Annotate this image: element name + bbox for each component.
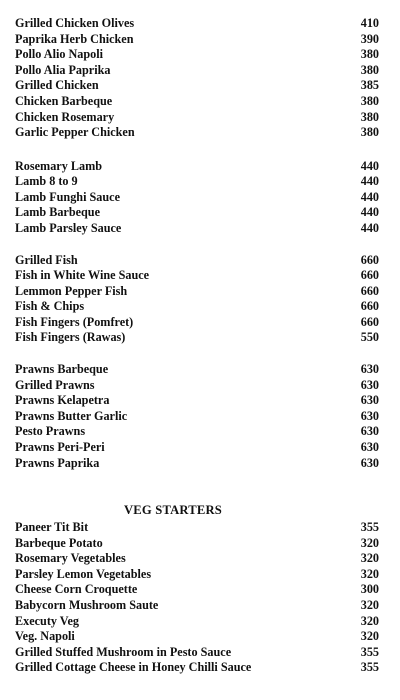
menu-item-name: Chicken Rosemary xyxy=(15,109,115,124)
menu-item-row xyxy=(0,205,400,221)
menu-item-row xyxy=(0,551,400,567)
menu-item-row xyxy=(0,174,400,190)
fish-section xyxy=(0,253,400,347)
menu-item-row xyxy=(0,253,400,269)
menu-item-price: 320 xyxy=(360,551,379,566)
menu-item-name: Rosemary Lamb xyxy=(15,158,102,173)
menu-item-name: Grilled Stuffed Mushroom in Pesto Sauce xyxy=(15,644,232,659)
menu-item-name: Chicken Barbeque xyxy=(15,93,113,108)
menu-item-row xyxy=(0,393,400,409)
menu-item-price: 390 xyxy=(360,31,379,46)
menu-item-price: 320 xyxy=(360,597,379,612)
menu-item-price: 440 xyxy=(360,158,379,173)
veg-starters-heading: VEG STARTERS xyxy=(124,503,222,517)
menu-item-name: Pollo Alia Paprika xyxy=(15,62,111,77)
menu-item-row xyxy=(0,645,400,661)
menu-item-row xyxy=(0,567,400,583)
menu-item-price: 320 xyxy=(360,566,379,581)
menu-item-row xyxy=(0,660,400,676)
menu-item-row xyxy=(0,409,400,425)
menu-item-name: Fish in White Wine Sauce xyxy=(15,268,150,283)
menu-item-row xyxy=(0,520,400,536)
menu-item-row xyxy=(0,440,400,456)
menu-item-price: 380 xyxy=(360,93,379,108)
menu-item-price: 440 xyxy=(360,220,379,235)
menu-item-name: Fish Fingers (Pomfret) xyxy=(15,314,134,329)
menu-item-name: Prawns Peri-Peri xyxy=(15,439,105,454)
menu-item-price: 660 xyxy=(360,283,379,298)
menu-item-name: Prawns Paprika xyxy=(15,455,100,470)
menu-item-name: Lamb Barbeque xyxy=(15,205,100,220)
menu-item-price: 355 xyxy=(360,644,379,659)
menu-item-name: Lamb Funghi Sauce xyxy=(15,189,120,204)
menu-item-row xyxy=(0,614,400,630)
menu-item-name: Pesto Prawns xyxy=(15,424,86,439)
menu-item-price: 630 xyxy=(360,408,379,423)
prawns-section xyxy=(0,362,400,471)
menu-item-name: Executy Veg xyxy=(15,613,79,628)
menu-item-name: Grilled Cottage Cheese in Honey Chilli Sauce xyxy=(15,660,252,675)
lamb-section xyxy=(0,159,400,237)
menu-item-row xyxy=(0,221,400,237)
menu-item-row xyxy=(0,456,400,472)
menu-item-name: Fish Fingers (Rawas) xyxy=(15,330,126,345)
menu-item-row xyxy=(0,78,400,94)
menu-item-name: Pollo Alio Napoli xyxy=(15,47,104,62)
menu-item-row xyxy=(0,330,400,346)
menu-item-price: 380 xyxy=(360,62,379,77)
menu-item-price: 440 xyxy=(360,205,379,220)
menu-item-row xyxy=(0,125,400,141)
menu-item-price: 380 xyxy=(360,109,379,124)
menu-item-name: Paneer Tit Bit xyxy=(15,520,89,534)
menu-item-name: Grilled Fish xyxy=(15,252,78,267)
menu-item-price: 660 xyxy=(360,268,379,283)
menu-item-name: Lamb 8 to 9 xyxy=(15,174,78,189)
menu-item-row xyxy=(0,598,400,614)
menu-item-row xyxy=(0,159,400,175)
menu-item-name: Lemmon Pepper Fish xyxy=(15,283,128,298)
menu-item-price: 355 xyxy=(360,520,379,534)
menu-item-price: 440 xyxy=(360,189,379,204)
menu-item-row xyxy=(0,110,400,126)
menu-item-row xyxy=(0,582,400,598)
menu-item-price: 660 xyxy=(360,299,379,314)
menu-item-name: Babycorn Mushroom Saute xyxy=(15,597,159,612)
menu-item-row xyxy=(0,424,400,440)
chicken-section xyxy=(0,16,400,141)
menu-item-price: 630 xyxy=(360,362,379,376)
menu-item-price: 660 xyxy=(360,252,379,267)
menu-item-row xyxy=(0,47,400,63)
menu-item-price: 630 xyxy=(360,377,379,392)
menu-item-name: Lamb Parsley Sauce xyxy=(15,220,122,235)
menu-item-price: 380 xyxy=(360,125,379,140)
menu-item-name: Barbeque Potato xyxy=(15,535,103,550)
menu-item-price: 300 xyxy=(360,582,379,597)
menu-item-price: 550 xyxy=(360,330,379,345)
menu-item-row xyxy=(0,268,400,284)
menu-item-row xyxy=(0,190,400,206)
menu-item-row xyxy=(0,284,400,300)
menu-item-price: 320 xyxy=(360,629,379,644)
menu-item-price: 440 xyxy=(360,174,379,189)
menu-item-price: 630 xyxy=(360,393,379,408)
menu-item-name: Grilled Chicken xyxy=(15,78,99,93)
menu-item-price: 630 xyxy=(360,455,379,470)
menu-item-name: Grilled Prawns xyxy=(15,377,95,392)
menu-item-price: 630 xyxy=(360,424,379,439)
menu-item-row xyxy=(0,299,400,315)
menu-item-row xyxy=(0,378,400,394)
menu-item-row xyxy=(0,315,400,331)
menu-item-price: 320 xyxy=(360,535,379,550)
menu-item-row xyxy=(0,63,400,79)
menu-item-row xyxy=(0,94,400,110)
menu-item-price: 355 xyxy=(360,660,379,675)
menu-item-row xyxy=(0,536,400,552)
menu-item-price: 320 xyxy=(360,613,379,628)
menu-item-name: Prawns Barbeque xyxy=(15,362,109,376)
menu-item-price: 630 xyxy=(360,439,379,454)
menu-item-row xyxy=(0,629,400,645)
menu-item-name: Grilled Chicken Olives xyxy=(15,16,135,30)
menu-item-name: Prawns Butter Garlic xyxy=(15,408,128,423)
menu-item-name: Veg. Napoli xyxy=(15,629,75,644)
menu-item-price: 380 xyxy=(360,47,379,62)
menu-item-row xyxy=(0,16,400,32)
menu-item-price: 660 xyxy=(360,314,379,329)
menu-item-name: Prawns Kelapetra xyxy=(15,393,110,408)
menu-item-name: Cheese Corn Croquette xyxy=(15,582,138,597)
menu-item-name: Rosemary Vegetables xyxy=(15,551,126,566)
menu-item-name: Paprika Herb Chicken xyxy=(15,31,134,46)
menu-item-row xyxy=(0,32,400,48)
menu-item-name: Fish & Chips xyxy=(15,299,85,314)
veg-starters-section xyxy=(0,520,400,676)
menu-item-row xyxy=(0,362,400,378)
menu-item-price: 410 xyxy=(360,16,379,30)
menu-item-name: Garlic Pepper Chicken xyxy=(15,125,135,140)
menu-item-price: 385 xyxy=(360,78,379,93)
menu-item-name: Parsley Lemon Vegetables xyxy=(15,566,152,581)
